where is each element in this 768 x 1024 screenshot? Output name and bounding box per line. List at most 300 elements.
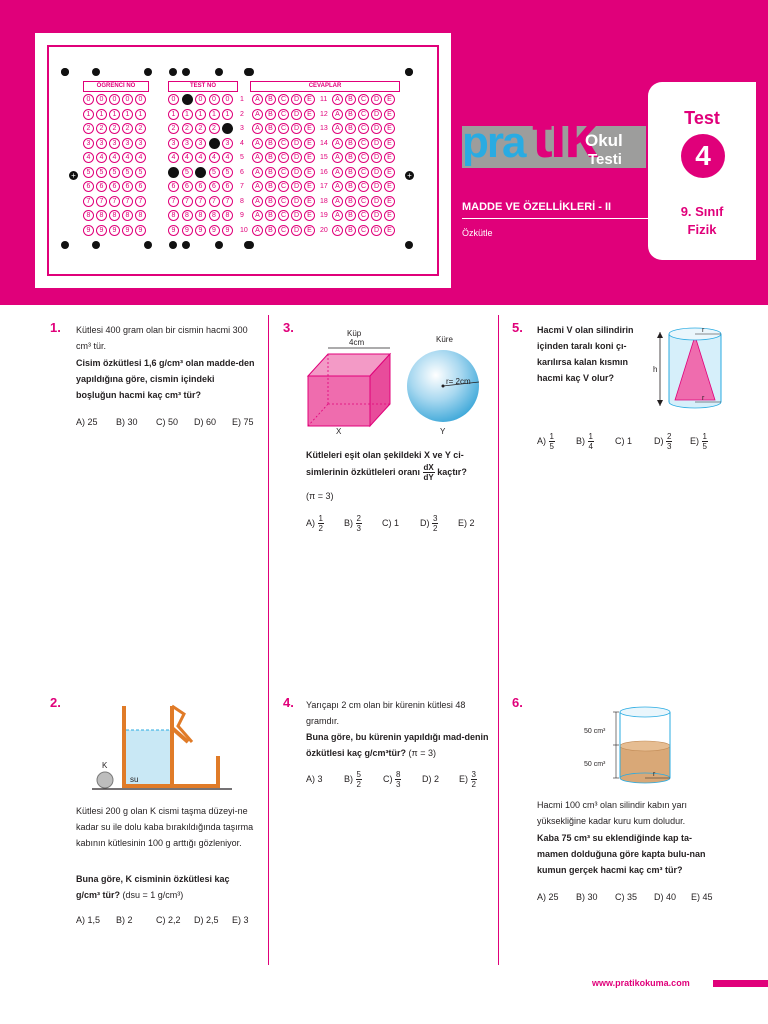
answer-bubble[interactable]: E (384, 210, 395, 221)
option-a[interactable]: A) 3 (306, 773, 323, 784)
student-no-bubble[interactable]: 4 (122, 152, 133, 163)
test-no-bubble[interactable]: 2 (195, 123, 206, 134)
answer-bubble[interactable]: D (291, 210, 302, 221)
question-text: Hacmi 100 cm³ olan silindir kabın yarı yüksekliğine kadar kuru kum doludur. (537, 800, 688, 826)
test-no-bubble[interactable]: 9 (182, 225, 193, 236)
test-no-bubble[interactable]: 5 (209, 167, 220, 178)
student-no-bubble[interactable]: 2 (122, 123, 133, 134)
student-no-bubble[interactable]: 8 (96, 210, 107, 221)
student-no-bubble[interactable]: 3 (96, 138, 107, 149)
logo-text-okul: Okul (585, 131, 623, 150)
footer-url[interactable]: www.pratikokuma.com (592, 978, 690, 988)
height-label: h (653, 365, 658, 374)
ratio-denominator: dY (423, 473, 434, 482)
question-row-number: 19 (320, 212, 328, 219)
answer-bubble[interactable]: D (371, 138, 382, 149)
question-number: 4. (283, 695, 294, 710)
student-no-bubble[interactable]: 8 (122, 210, 133, 221)
answer-bubble[interactable]: B (265, 152, 276, 163)
registration-mark (144, 241, 152, 249)
option-d[interactable]: D) 60 (194, 417, 217, 427)
test-no-bubble[interactable]: 2 (182, 123, 193, 134)
question-row-number: 2 (240, 110, 244, 118)
answer-bubble[interactable]: D (291, 181, 302, 192)
student-no-bubble[interactable]: 4 (96, 152, 107, 163)
answer-bubble[interactable]: B (345, 225, 356, 236)
option-b[interactable]: B) $\frac{1}{4}$ (576, 432, 593, 451)
question-row-number: 11 (320, 96, 328, 103)
answer-bubble[interactable]: E (304, 210, 315, 221)
test-no-bubble[interactable]: 7 (222, 196, 233, 207)
test-no-bubble[interactable]: 7 (168, 196, 179, 207)
answer-bubble[interactable]: E (384, 196, 395, 207)
test-no-bubble[interactable]: 1 (195, 109, 206, 120)
test-no-bubble[interactable]: 1 (182, 109, 193, 120)
sand-cylinder-figure (580, 700, 690, 788)
test-no-bubble[interactable]: 3 (182, 138, 193, 149)
student-no-bubble[interactable]: 7 (83, 196, 94, 207)
question-number: 5. (512, 320, 523, 335)
option-b[interactable]: B) 30 (116, 417, 138, 427)
student-no-bubble[interactable]: 2 (83, 123, 94, 134)
student-no-bubble[interactable]: 5 (135, 167, 146, 178)
answer-bubble[interactable]: C (358, 94, 369, 105)
student-no-bubble[interactable]: 5 (96, 167, 107, 178)
answer-bubble[interactable]: B (345, 123, 356, 134)
option-e[interactable]: E) $\frac{3}{2}$ (459, 770, 476, 789)
option-e[interactable]: E) 3 (232, 915, 249, 925)
test-no-bubble[interactable]: 0 (195, 94, 206, 105)
student-no-bubble[interactable]: 3 (122, 138, 133, 149)
answer-bubble[interactable]: A (252, 109, 263, 120)
test-no-bubble[interactable]: 5 (182, 167, 193, 178)
student-no-bubble[interactable]: 7 (122, 196, 133, 207)
student-no-bubble[interactable]: 0 (96, 94, 107, 105)
student-no-bubble[interactable]: 5 (122, 167, 133, 178)
option-b[interactable]: B) 2 (116, 915, 133, 925)
student-no-bubble[interactable]: 4 (83, 152, 94, 163)
water-label: su (130, 775, 139, 784)
student-no-bubble[interactable]: 0 (135, 94, 146, 105)
test-no-bubble[interactable]: 3 (168, 138, 179, 149)
student-no-bubble[interactable]: 2 (135, 123, 146, 134)
student-no-bubble[interactable]: 2 (96, 123, 107, 134)
test-no-bubble[interactable]: 8 (209, 210, 220, 221)
student-no-bubble[interactable]: 6 (83, 181, 94, 192)
question-prompt: Buna göre, K cisminin özkütlesi kaç g/cm³ tür? (dsu = 1 g/cm³) (76, 874, 230, 900)
answer-bubble[interactable]: C (278, 196, 289, 207)
test-no-bubble[interactable]: 3 (222, 138, 233, 149)
student-no-bubble[interactable]: 7 (135, 196, 146, 207)
option-c[interactable]: C) $\frac{8}{3}$ (383, 770, 401, 789)
option-e[interactable]: E) 45 (691, 892, 713, 902)
student-no-bubble[interactable]: 1 (109, 109, 120, 120)
answer-bubble[interactable]: C (278, 138, 289, 149)
answer-bubble[interactable]: E (384, 152, 395, 163)
test-no-bubble[interactable] (195, 167, 206, 178)
question-row-number: 18 (320, 197, 328, 205)
student-no-bubble[interactable]: 8 (83, 210, 94, 221)
logo-text-testi: Testi (588, 151, 622, 168)
answer-bubble[interactable]: B (265, 210, 276, 221)
question-row-number: 16 (320, 168, 328, 176)
question-row-number: 3 (240, 125, 244, 132)
answer-bubble[interactable]: A (332, 225, 343, 236)
registration-mark (246, 68, 254, 76)
question-row-number: 5 (240, 154, 244, 161)
registration-mark (182, 241, 190, 249)
student-no-bubble[interactable]: 3 (109, 138, 120, 149)
option-d[interactable]: D) 2 (422, 773, 440, 784)
option-c[interactable]: C) 1 (382, 517, 400, 528)
answer-bubble[interactable]: E (384, 109, 395, 120)
test-no-bubble[interactable]: 1 (222, 109, 233, 120)
answer-bubble[interactable]: D (291, 196, 302, 207)
answer-bubble[interactable]: C (358, 210, 369, 221)
column-divider (498, 315, 499, 965)
answer-bubble[interactable]: E (304, 94, 315, 105)
student-no-bubble[interactable]: 9 (135, 225, 146, 236)
answer-bubble[interactable]: E (304, 109, 315, 120)
question-row-number: 10 (240, 226, 248, 234)
answer-bubble[interactable]: B (265, 94, 276, 105)
answer-bubble[interactable]: D (371, 123, 382, 134)
option-a[interactable]: A) 25 (76, 417, 98, 427)
option-d[interactable]: D) 40 (654, 892, 677, 902)
test-no-bubble[interactable]: 6 (195, 181, 206, 192)
answer-bubble[interactable]: D (371, 109, 382, 120)
option-d[interactable]: D) $\frac{2}{3}$ (654, 432, 672, 451)
question-row-number: 14 (320, 139, 328, 147)
answer-bubble[interactable]: E (304, 152, 315, 163)
student-no-bubble[interactable]: 1 (96, 109, 107, 120)
option-d[interactable]: D) 2,5 (194, 915, 219, 925)
overflow-vessel-figure (92, 700, 232, 792)
option-b[interactable]: B) 30 (576, 892, 598, 902)
object-y-label: Y (440, 427, 446, 436)
answer-bubble[interactable]: C (278, 94, 289, 105)
student-no-bubble[interactable]: 2 (109, 123, 120, 134)
answer-bubble[interactable]: C (358, 196, 369, 207)
option-c[interactable]: C) 35 (615, 892, 638, 902)
test-no-bubble[interactable]: 0 (209, 94, 220, 105)
answer-bubble[interactable]: B (265, 181, 276, 192)
answer-bubble[interactable]: A (252, 167, 263, 178)
registration-mark (169, 241, 177, 249)
test-no-bubble[interactable]: 9 (195, 225, 206, 236)
answer-bubble[interactable]: D (371, 94, 382, 105)
answer-bubble[interactable]: A (252, 152, 263, 163)
answer-bubble[interactable]: A (252, 181, 263, 192)
student-no-bubble[interactable]: 6 (122, 181, 133, 192)
subject-label: Fizik (687, 222, 717, 237)
test-no-bubble[interactable]: 5 (222, 167, 233, 178)
test-no-bubble[interactable]: 9 (168, 225, 179, 236)
option-e[interactable]: E) 2 (458, 517, 475, 528)
page-header (0, 0, 768, 305)
question-row-number: 1 (240, 96, 244, 103)
student-no-bubble[interactable]: 9 (109, 225, 120, 236)
option-b[interactable]: B) $\frac{2}{3}$ (344, 514, 361, 533)
test-no-bubble[interactable]: 7 (209, 196, 220, 207)
pi-note: (π = 3) (306, 491, 334, 501)
question-row-number: 13 (320, 125, 328, 132)
test-no-bubble[interactable]: 9 (222, 225, 233, 236)
answer-bubble[interactable]: D (291, 225, 302, 236)
option-e[interactable]: E) $\frac{1}{5}$ (690, 432, 707, 451)
answer-bubble[interactable]: B (345, 138, 356, 149)
answer-bubble[interactable]: A (332, 109, 343, 120)
student-no-bubble[interactable]: 0 (122, 94, 133, 105)
answer-bubble[interactable]: E (384, 225, 395, 236)
answer-bubble[interactable]: A (252, 138, 263, 149)
answer-bubble[interactable]: A (252, 210, 263, 221)
question-row-number: 20 (320, 226, 328, 234)
answer-bubble[interactable]: A (332, 94, 343, 105)
option-a[interactable]: A) 25 (537, 892, 559, 902)
option-d[interactable]: D) $\frac{3}{2}$ (420, 514, 438, 533)
test-no-bubble[interactable]: 6 (182, 181, 193, 192)
test-no-bubble[interactable]: 4 (168, 152, 179, 163)
question-row-number: 9 (240, 212, 244, 219)
answer-options (537, 432, 708, 451)
student-no-bubble[interactable]: 9 (96, 225, 107, 236)
answer-bubble[interactable]: C (278, 167, 289, 178)
pi-note: (π = 3) (408, 748, 437, 758)
answer-bubble[interactable]: C (278, 210, 289, 221)
object-x-label: X (336, 427, 342, 436)
answer-bubble[interactable]: E (304, 123, 315, 134)
answer-bubble[interactable]: C (358, 109, 369, 120)
test-no-bubble[interactable]: 6 (222, 181, 233, 192)
answer-bubble[interactable]: E (384, 167, 395, 178)
answer-bubble[interactable]: B (265, 167, 276, 178)
answer-bubble[interactable]: D (371, 152, 382, 163)
answer-bubble[interactable]: E (304, 138, 315, 149)
test-no-bubble[interactable]: 8 (182, 210, 193, 221)
student-no-bubble[interactable]: 5 (83, 167, 94, 178)
student-no-bubble[interactable]: 5 (109, 167, 120, 178)
test-no-bubble[interactable]: 8 (168, 210, 179, 221)
student-no-bubble[interactable]: 4 (135, 152, 146, 163)
test-no-bubble[interactable] (209, 138, 220, 149)
logo-text-tik: tik (532, 102, 596, 171)
answer-bubble[interactable]: A (332, 181, 343, 192)
answer-bubble[interactable]: A (332, 210, 343, 221)
sphere-radius-label: r= 2cm (446, 377, 471, 386)
answer-bubble[interactable]: B (345, 196, 356, 207)
option-a[interactable]: A) $\frac{1}{5}$ (537, 432, 554, 451)
answer-bubble[interactable]: C (358, 225, 369, 236)
answer-bubble[interactable]: B (345, 181, 356, 192)
answer-bubble[interactable]: D (291, 167, 302, 178)
registration-mark (215, 241, 223, 249)
test-no-bubble[interactable]: 4 (182, 152, 193, 163)
student-no-bubble[interactable]: 3 (83, 138, 94, 149)
answer-bubble[interactable]: A (332, 123, 343, 134)
answer-bubble[interactable]: B (265, 109, 276, 120)
cube-front-face (308, 376, 370, 426)
test-no-bubble[interactable]: 8 (195, 210, 206, 221)
answer-bubble[interactable]: B (345, 109, 356, 120)
registration-mark (144, 68, 152, 76)
registration-mark (92, 241, 100, 249)
answer-bubble[interactable]: A (332, 138, 343, 149)
test-no-bubble[interactable]: 2 (168, 123, 179, 134)
crosshair-mark: + (69, 171, 78, 180)
answer-bubble[interactable]: D (291, 123, 302, 134)
question-text-end: kaçtır? (437, 466, 467, 477)
question-number: 2. (50, 695, 61, 710)
answer-bubble[interactable]: A (252, 94, 263, 105)
question-number: 6. (512, 695, 523, 710)
test-label: Test (684, 108, 720, 128)
student-no-bubble[interactable]: 9 (122, 225, 133, 236)
volume-label-bottom: 50 cm³ (584, 761, 606, 768)
registration-mark (92, 68, 100, 76)
student-no-header: ÖĞRENCİ NO (83, 81, 149, 92)
registration-mark (61, 68, 69, 76)
registration-mark (182, 68, 190, 76)
student-no-bubble[interactable]: 8 (135, 210, 146, 221)
option-c[interactable]: C) 1 (615, 435, 633, 446)
test-no-bubble[interactable]: 0 (168, 94, 179, 105)
test-no-bubble[interactable]: 6 (168, 181, 179, 192)
test-no-bubble[interactable]: 3 (195, 138, 206, 149)
answer-bubble[interactable]: C (278, 181, 289, 192)
answer-bubble[interactable]: C (278, 109, 289, 120)
test-no-bubble[interactable] (182, 94, 193, 105)
student-no-bubble[interactable]: 0 (83, 94, 94, 105)
student-no-bubble[interactable]: 3 (135, 138, 146, 149)
answer-bubble[interactable]: E (384, 138, 395, 149)
option-e[interactable]: E) 75 (232, 417, 254, 427)
test-info-card (648, 82, 756, 260)
answer-bubble[interactable]: B (265, 225, 276, 236)
answer-bubble[interactable]: B (265, 196, 276, 207)
registration-mark (405, 241, 413, 249)
answer-bubble[interactable]: C (358, 181, 369, 192)
student-no-bubble[interactable]: 1 (122, 109, 133, 120)
answer-bubble[interactable]: E (304, 196, 315, 207)
volume-label-top: 50 cm³ (584, 728, 606, 735)
answer-bubble[interactable]: B (265, 123, 276, 134)
option-b[interactable]: B) $\frac{5}{2}$ (344, 770, 361, 789)
answer-bubble[interactable]: C (358, 152, 369, 163)
student-no-bubble[interactable]: 1 (83, 109, 94, 120)
test-no-bubble[interactable] (222, 123, 233, 134)
option-c[interactable]: C) 2,2 (156, 915, 181, 925)
question-prompt: Buna göre, bu kürenin yapıldığı mad-denin özkütlesi kaç g/cm³tür? (π = 3) (306, 732, 489, 758)
test-no-bubble[interactable]: 2 (209, 123, 220, 134)
answer-bubble[interactable]: D (291, 94, 302, 105)
density-ratio (423, 463, 435, 482)
answer-bubble[interactable]: D (371, 225, 382, 236)
answer-bubble[interactable]: A (252, 123, 263, 134)
question-row-number: 12 (320, 110, 328, 118)
answer-bubble[interactable]: D (291, 138, 302, 149)
answer-bubble[interactable]: D (371, 167, 382, 178)
answer-bubble[interactable]: E (304, 181, 315, 192)
student-no-bubble[interactable]: 9 (83, 225, 94, 236)
answer-bubble[interactable]: C (278, 225, 289, 236)
answer-bubble[interactable]: E (384, 123, 395, 134)
student-no-bubble[interactable]: 6 (96, 181, 107, 192)
answer-bubble[interactable]: B (265, 138, 276, 149)
option-a[interactable]: A) 1,5 (76, 915, 101, 925)
question-text: Kütleleri eşit olan şekildeki X ve Y ci-simlerinin özkütleleri oranı (306, 450, 464, 477)
test-no-bubble[interactable]: 9 (209, 225, 220, 236)
test-no-bubble[interactable]: 0 (222, 94, 233, 105)
test-no-bubble[interactable]: 7 (195, 196, 206, 207)
test-no-bubble[interactable]: 4 (222, 152, 233, 163)
object-k-label: K (102, 761, 108, 770)
answer-bubble[interactable]: E (384, 94, 395, 105)
sphere-label: Küre (436, 335, 453, 344)
answer-bubble[interactable]: D (371, 210, 382, 221)
option-c[interactable]: C) 50 (156, 417, 179, 427)
answer-bubble[interactable]: D (291, 152, 302, 163)
answer-bubble[interactable]: A (332, 196, 343, 207)
test-no-bubble[interactable]: 8 (222, 210, 233, 221)
student-no-bubble[interactable]: 7 (109, 196, 120, 207)
test-no-bubble[interactable]: 6 (209, 181, 220, 192)
test-no-bubble[interactable]: 1 (209, 109, 220, 120)
student-no-bubble[interactable]: 0 (109, 94, 120, 105)
radius-label-top: r (702, 327, 705, 334)
answer-bubble[interactable]: A (332, 152, 343, 163)
answer-bubble[interactable]: A (252, 225, 263, 236)
answer-bubble[interactable]: E (304, 225, 315, 236)
student-no-bubble[interactable]: 7 (96, 196, 107, 207)
answer-bubble[interactable]: C (358, 167, 369, 178)
answer-bubble[interactable]: E (304, 167, 315, 178)
test-no-bubble[interactable]: 4 (195, 152, 206, 163)
radius-label: r (653, 771, 656, 778)
answer-bubble[interactable]: C (278, 152, 289, 163)
question-prompt: Hacmi V olan silindirin içinden taralı koni çı-karılırsa kalan kısmın hacmi kaç V olur? (537, 325, 634, 383)
answer-bubble[interactable]: B (345, 167, 356, 178)
test-no-bubble[interactable]: 7 (182, 196, 193, 207)
answer-bubble[interactable]: C (358, 138, 369, 149)
subtopic-title: Özkütle (462, 228, 493, 238)
registration-mark (215, 68, 223, 76)
answer-bubble[interactable]: D (371, 196, 382, 207)
answer-bubble[interactable]: D (291, 109, 302, 120)
test-no-bubble[interactable]: 4 (209, 152, 220, 163)
test-no-bubble[interactable] (168, 167, 179, 178)
logo-text-pra: pra (462, 118, 525, 167)
student-no-bubble[interactable]: 6 (109, 181, 120, 192)
student-no-bubble[interactable]: 8 (109, 210, 120, 221)
answer-bubble[interactable]: B (345, 210, 356, 221)
student-no-bubble[interactable]: 1 (135, 109, 146, 120)
cube-label: Küp (347, 329, 362, 338)
answer-bubble[interactable]: B (345, 94, 356, 105)
answer-bubble[interactable]: C (278, 123, 289, 134)
answer-bubble[interactable]: A (252, 196, 263, 207)
answer-bubble[interactable]: C (358, 123, 369, 134)
answer-bubble[interactable]: B (345, 152, 356, 163)
test-no-bubble[interactable]: 1 (168, 109, 179, 120)
catch-basin (172, 756, 218, 786)
student-no-bubble[interactable]: 4 (109, 152, 120, 163)
answer-bubble[interactable]: E (384, 181, 395, 192)
answer-bubble[interactable]: A (332, 167, 343, 178)
answer-bubble[interactable]: D (371, 181, 382, 192)
student-no-bubble[interactable]: 6 (135, 181, 146, 192)
option-a[interactable]: A) $\frac{1}{2}$ (306, 514, 323, 533)
